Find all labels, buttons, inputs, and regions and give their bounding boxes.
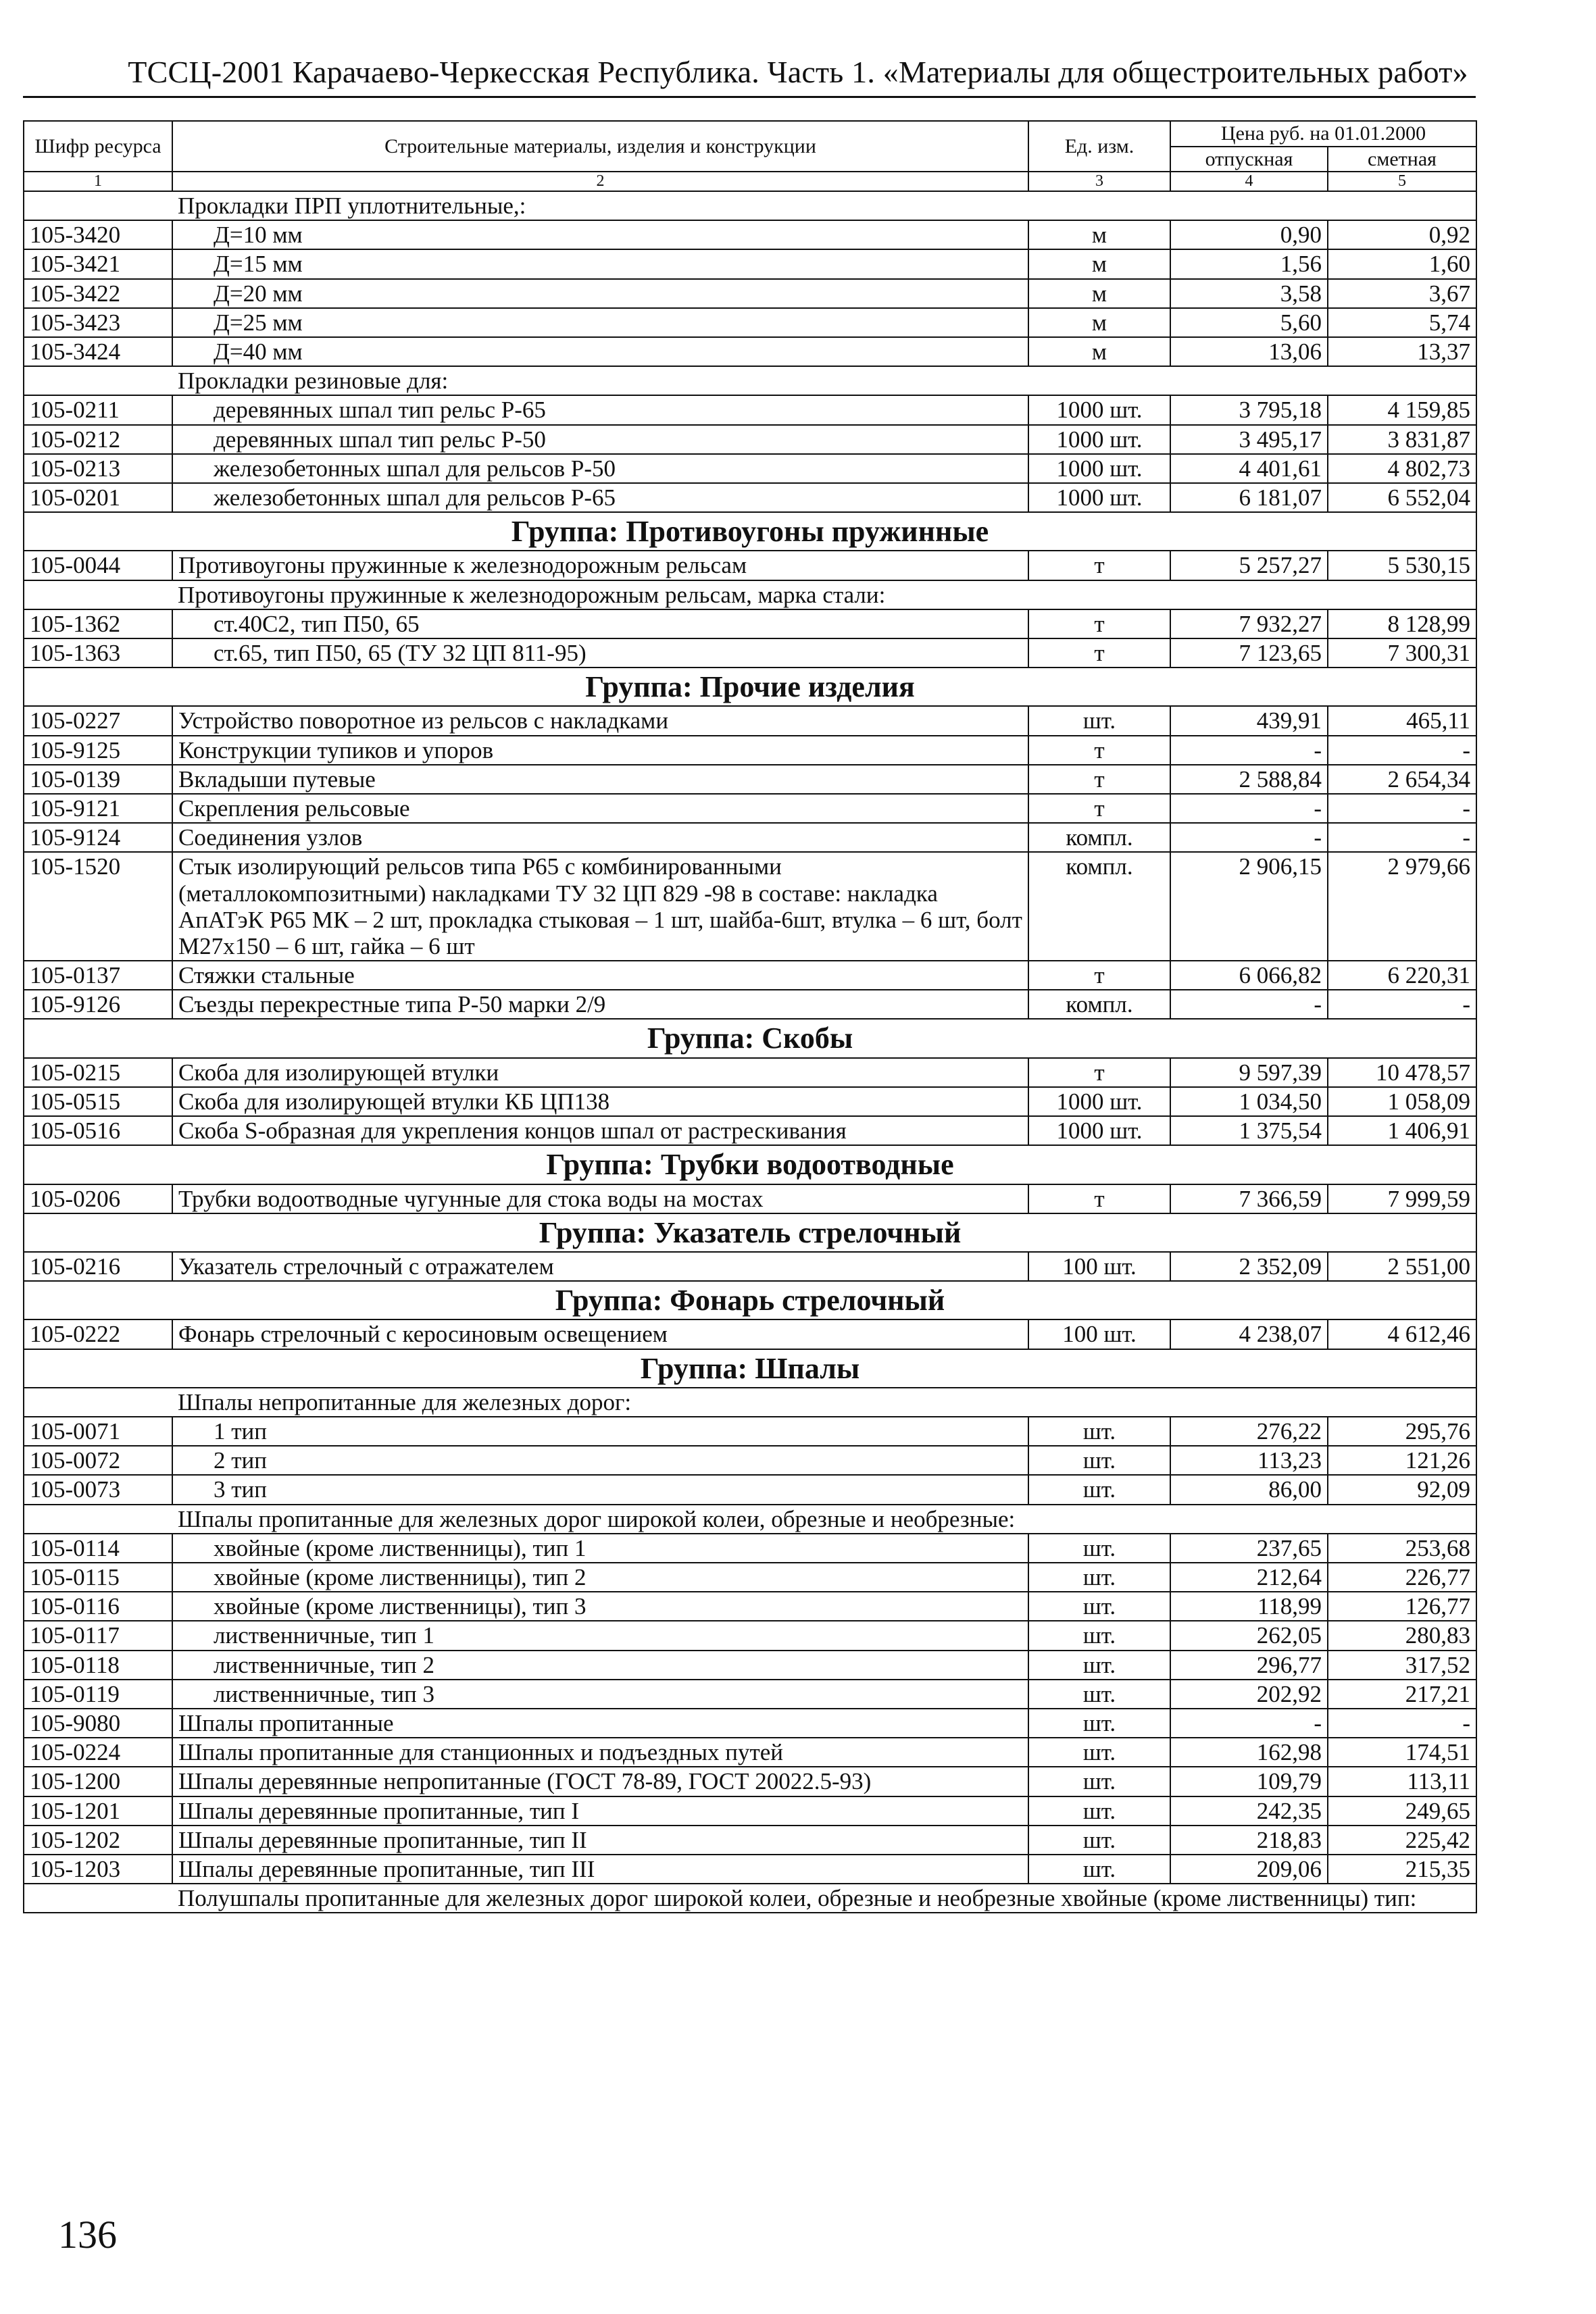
table-row	[24, 337, 1476, 366]
release-price-cell: 4 401,61	[1170, 454, 1328, 483]
unit-cell: м	[1028, 308, 1170, 337]
empty-cell	[24, 580, 172, 609]
unit-cell: 1000 шт.	[1028, 395, 1170, 424]
estimate-price-cell: 226,77	[1328, 1563, 1476, 1592]
material-name-cell: Скоба S-образная для укрепления концов шпал от растрескивания	[172, 1116, 1028, 1145]
release-price-cell: 439,91	[1170, 706, 1328, 735]
subheading-text: Прокладки резиновые для:	[172, 366, 1476, 395]
resource-code-cell: 105-9124	[24, 823, 172, 852]
table-row	[24, 609, 1476, 638]
material-name-cell: хвойные (кроме лиственницы), тип 1	[172, 1534, 1028, 1563]
resource-code-cell: 105-1201	[24, 1796, 172, 1826]
estimate-price-cell: 4 612,46	[1328, 1319, 1476, 1349]
unit-cell: шт.	[1028, 1592, 1170, 1621]
unit-cell: шт.	[1028, 1738, 1170, 1767]
release-price-cell: 6 066,82	[1170, 961, 1328, 990]
column-number: 3	[1028, 172, 1170, 191]
empty-cell	[24, 191, 172, 220]
release-price-cell: 109,79	[1170, 1767, 1328, 1796]
release-price-cell: 2 588,84	[1170, 765, 1328, 794]
resource-code-cell: 105-9121	[24, 794, 172, 823]
resource-code-cell: 105-0211	[24, 395, 172, 424]
resource-code-cell: 105-0137	[24, 961, 172, 990]
subheading-row	[24, 1388, 1476, 1417]
material-name-cell: 2 тип	[172, 1446, 1028, 1475]
unit-cell: т	[1028, 551, 1170, 580]
unit-cell: 1000 шт.	[1028, 483, 1170, 512]
unit-cell: т	[1028, 609, 1170, 638]
material-name-cell: ст.65, тип П50, 65 (ТУ 32 ЦП 811-95)	[172, 638, 1028, 668]
release-price-cell: 1,56	[1170, 249, 1328, 278]
table-row	[24, 961, 1476, 990]
resource-code-cell: 105-0119	[24, 1680, 172, 1709]
resource-code-cell: 105-0139	[24, 765, 172, 794]
resource-code-cell: 105-0072	[24, 1446, 172, 1475]
estimate-price-cell: 1 406,91	[1328, 1116, 1476, 1145]
column-number: 5	[1328, 172, 1476, 191]
page-number: 136	[58, 2213, 117, 2257]
estimate-price-cell: 174,51	[1328, 1738, 1476, 1767]
resource-code-cell: 105-3420	[24, 220, 172, 249]
estimate-price-cell: 2 654,34	[1328, 765, 1476, 794]
estimate-price-cell: 2 551,00	[1328, 1252, 1476, 1281]
group-title: Группа: Трубки водоотводные	[24, 1145, 1476, 1184]
group-row	[24, 1213, 1476, 1252]
material-name-cell: Д=25 мм	[172, 308, 1028, 337]
estimate-price-cell: -	[1328, 794, 1476, 823]
table-row	[24, 1475, 1476, 1504]
table-row	[24, 1767, 1476, 1796]
table-row	[24, 1592, 1476, 1621]
table-row	[24, 1651, 1476, 1680]
release-price-cell: 218,83	[1170, 1826, 1328, 1855]
material-name-cell: Трубки водоотводные чугунные для стока воды на мостах	[172, 1184, 1028, 1213]
material-name-cell: Д=20 мм	[172, 279, 1028, 308]
material-name-cell: хвойные (кроме лиственницы), тип 3	[172, 1592, 1028, 1621]
table-row	[24, 1087, 1476, 1116]
resource-code-cell: 105-0213	[24, 454, 172, 483]
table-row	[24, 483, 1476, 512]
table-row	[24, 1446, 1476, 1475]
resource-code-cell: 105-9125	[24, 736, 172, 765]
header-unit: Ед. изм.	[1028, 121, 1170, 172]
material-name-cell: Шпалы деревянные пропитанные, тип II	[172, 1826, 1028, 1855]
unit-cell: 1000 шт.	[1028, 1116, 1170, 1145]
resource-code-cell: 105-9080	[24, 1709, 172, 1738]
resource-code-cell: 105-1202	[24, 1826, 172, 1855]
material-name-cell: Фонарь стрелочный с керосиновым освещением	[172, 1319, 1028, 1349]
estimate-price-cell: 126,77	[1328, 1592, 1476, 1621]
header-price: Цена руб. на 01.01.2000	[1170, 121, 1476, 147]
group-row	[24, 1145, 1476, 1184]
release-price-cell: 0,90	[1170, 220, 1328, 249]
material-name-cell: лиственничные, тип 1	[172, 1621, 1028, 1650]
release-price-cell: 1 034,50	[1170, 1087, 1328, 1116]
unit-cell: компл.	[1028, 852, 1170, 961]
resource-code-cell: 105-0071	[24, 1417, 172, 1446]
table-row	[24, 1184, 1476, 1213]
empty-cell	[24, 1884, 172, 1913]
estimate-price-cell: 7 300,31	[1328, 638, 1476, 668]
table-row	[24, 1680, 1476, 1709]
release-price-cell: 3,58	[1170, 279, 1328, 308]
release-price-cell: -	[1170, 823, 1328, 852]
release-price-cell: 262,05	[1170, 1621, 1328, 1650]
unit-cell: компл.	[1028, 823, 1170, 852]
unit-cell: шт.	[1028, 1563, 1170, 1592]
table-row	[24, 249, 1476, 278]
group-row	[24, 1281, 1476, 1319]
estimate-price-cell: 2 979,66	[1328, 852, 1476, 961]
unit-cell: м	[1028, 279, 1170, 308]
subheading-row	[24, 580, 1476, 609]
material-name-cell: Д=40 мм	[172, 337, 1028, 366]
material-name-cell: деревянных шпал тип рельс Р-65	[172, 395, 1028, 424]
group-title: Группа: Прочие изделия	[24, 668, 1476, 706]
resource-code-cell: 105-0114	[24, 1534, 172, 1563]
release-price-cell: 5 257,27	[1170, 551, 1328, 580]
estimate-price-cell: 7 999,59	[1328, 1184, 1476, 1213]
group-title: Группа: Фонарь стрелочный	[24, 1281, 1476, 1319]
unit-cell: шт.	[1028, 1651, 1170, 1680]
table-row	[24, 220, 1476, 249]
unit-cell: шт.	[1028, 1475, 1170, 1504]
resource-code-cell: 105-0201	[24, 483, 172, 512]
table-row	[24, 1252, 1476, 1281]
column-number: 4	[1170, 172, 1328, 191]
empty-cell	[24, 366, 172, 395]
material-name-cell: ст.40С2, тип П50, 65	[172, 609, 1028, 638]
unit-cell: т	[1028, 1058, 1170, 1087]
estimate-price-cell: 4 159,85	[1328, 395, 1476, 424]
release-price-cell: 212,64	[1170, 1563, 1328, 1592]
release-price-cell: 113,23	[1170, 1446, 1328, 1475]
subheading-text: Полушпалы пропитанные для железных дорог широкой колеи, обрезные и необрезные хвойные (кроме лиственницы) тип:	[172, 1884, 1476, 1913]
release-price-cell: -	[1170, 1709, 1328, 1738]
table-row	[24, 551, 1476, 580]
column-number: 2	[172, 172, 1028, 191]
table-row	[24, 852, 1476, 961]
table-row	[24, 1319, 1476, 1349]
unit-cell: т	[1028, 961, 1170, 990]
header-row	[24, 121, 1476, 147]
column-number: 1	[24, 172, 172, 191]
material-name-cell: Д=10 мм	[172, 220, 1028, 249]
resource-code-cell: 105-0516	[24, 1116, 172, 1145]
group-title: Группа: Противоугоны пружинные	[24, 512, 1476, 551]
unit-cell: шт.	[1028, 1796, 1170, 1826]
resource-code-cell: 105-0115	[24, 1563, 172, 1592]
resource-code-cell: 105-0215	[24, 1058, 172, 1087]
material-name-cell: Скоба для изолирующей втулки КБ ЦП138	[172, 1087, 1028, 1116]
material-name-cell: Противоугоны пружинные к железнодорожным рельсам	[172, 551, 1028, 580]
header-rule	[23, 96, 1476, 98]
table-row	[24, 1796, 1476, 1826]
release-price-cell: 296,77	[1170, 1651, 1328, 1680]
estimate-price-cell: 253,68	[1328, 1534, 1476, 1563]
material-name-cell: Стяжки стальные	[172, 961, 1028, 990]
table-body	[24, 191, 1476, 1913]
material-name-cell: Соединения узлов	[172, 823, 1028, 852]
header-code: Шифр ресурса	[24, 121, 172, 172]
table-row	[24, 395, 1476, 424]
estimate-price-cell: 8 128,99	[1328, 609, 1476, 638]
release-price-cell: 7 932,27	[1170, 609, 1328, 638]
resource-code-cell: 105-0044	[24, 551, 172, 580]
column-number-row	[24, 172, 1476, 191]
unit-cell: м	[1028, 249, 1170, 278]
estimate-price-cell: 217,21	[1328, 1680, 1476, 1709]
release-price-cell: -	[1170, 736, 1328, 765]
unit-cell: 1000 шт.	[1028, 1087, 1170, 1116]
table-row	[24, 1621, 1476, 1650]
unit-cell: шт.	[1028, 1621, 1170, 1650]
release-price-cell: 7 366,59	[1170, 1184, 1328, 1213]
subheading-text: Шпалы пропитанные для железных дорог широкой колеи, обрезные и необрезные:	[172, 1505, 1476, 1534]
material-name-cell: Стык изолирующий рельсов типа Р65 с комбинированными (металлокомпозитными) накладками ТУ 32 ЦП 829 -98 в составе: накладка АпАТэК Р65 МК – 2 шт, прокладка стыковая – 1 шт, шайба-6шт, втулка – 6 шт, болт М27х150 – 6 шт, гайка – 6 шт	[172, 852, 1028, 961]
resource-code-cell: 105-0222	[24, 1319, 172, 1349]
unit-cell: м	[1028, 337, 1170, 366]
release-price-cell: 276,22	[1170, 1417, 1328, 1446]
estimate-price-cell: 3 831,87	[1328, 425, 1476, 454]
material-name-cell: Съезды перекрестные типа Р-50 марки 2/9	[172, 990, 1028, 1019]
resource-code-cell: 105-0212	[24, 425, 172, 454]
table-row	[24, 1058, 1476, 1087]
resource-code-cell: 105-0216	[24, 1252, 172, 1281]
estimate-price-cell: 1 058,09	[1328, 1087, 1476, 1116]
resource-code-cell: 105-9126	[24, 990, 172, 1019]
estimate-price-cell: -	[1328, 990, 1476, 1019]
estimate-price-cell: 215,35	[1328, 1855, 1476, 1884]
release-price-cell: 3 795,18	[1170, 395, 1328, 424]
unit-cell: т	[1028, 765, 1170, 794]
release-price-cell: 4 238,07	[1170, 1319, 1328, 1349]
table-row	[24, 1855, 1476, 1884]
release-price-cell: 3 495,17	[1170, 425, 1328, 454]
release-price-cell: 13,06	[1170, 337, 1328, 366]
subheading-text: Шпалы непропитанные для железных дорог:	[172, 1388, 1476, 1417]
material-name-cell: железобетонных шпал для рельсов Р-65	[172, 483, 1028, 512]
resource-code-cell: 105-3423	[24, 308, 172, 337]
material-name-cell: Шпалы пропитанные	[172, 1709, 1028, 1738]
release-price-cell: 242,35	[1170, 1796, 1328, 1826]
table-row	[24, 1709, 1476, 1738]
estimate-price-cell: -	[1328, 736, 1476, 765]
unit-cell: шт.	[1028, 1855, 1170, 1884]
table-row	[24, 1417, 1476, 1446]
subheading-text: Прокладки ПРП уплотнительные,:	[172, 191, 1476, 220]
page-header-title: ТССЦ-2001 Карачаево-Черкесская Республика. Часть 1. «Материалы для общестроительных работ»	[128, 55, 1468, 89]
resource-code-cell: 105-3424	[24, 337, 172, 366]
unit-cell: шт.	[1028, 1417, 1170, 1446]
resource-code-cell: 105-0515	[24, 1087, 172, 1116]
release-price-cell: 2 906,15	[1170, 852, 1328, 961]
material-name-cell: лиственничные, тип 2	[172, 1651, 1028, 1680]
estimate-price-cell: 113,11	[1328, 1767, 1476, 1796]
estimate-price-cell: 10 478,57	[1328, 1058, 1476, 1087]
release-price-cell: 118,99	[1170, 1592, 1328, 1621]
table-row	[24, 425, 1476, 454]
material-name-cell: Скоба для изолирующей втулки	[172, 1058, 1028, 1087]
unit-cell: шт.	[1028, 1680, 1170, 1709]
unit-cell: шт.	[1028, 706, 1170, 735]
unit-cell: шт.	[1028, 1534, 1170, 1563]
estimate-price-cell: -	[1328, 823, 1476, 852]
material-name-cell: Указатель стрелочный с отражателем	[172, 1252, 1028, 1281]
material-name-cell: лиственничные, тип 3	[172, 1680, 1028, 1709]
subheading-row	[24, 1884, 1476, 1913]
release-price-cell: 5,60	[1170, 308, 1328, 337]
unit-cell: 1000 шт.	[1028, 425, 1170, 454]
release-price-cell: 237,65	[1170, 1534, 1328, 1563]
table-row	[24, 706, 1476, 735]
resource-code-cell: 105-1203	[24, 1855, 172, 1884]
material-name-cell: хвойные (кроме лиственницы), тип 2	[172, 1563, 1028, 1592]
estimate-price-cell: 13,37	[1328, 337, 1476, 366]
release-price-cell: 2 352,09	[1170, 1252, 1328, 1281]
table-row	[24, 1826, 1476, 1855]
group-row	[24, 668, 1476, 706]
material-name-cell: Конструкции тупиков и упоров	[172, 736, 1028, 765]
material-name-cell: Вкладыши путевые	[172, 765, 1028, 794]
material-name-cell: деревянных шпал тип рельс Р-50	[172, 425, 1028, 454]
resource-code-cell: 105-0227	[24, 706, 172, 735]
estimate-price-cell: 225,42	[1328, 1826, 1476, 1855]
estimate-price-cell: 3,67	[1328, 279, 1476, 308]
table-row	[24, 1116, 1476, 1145]
group-title: Группа: Скобы	[24, 1019, 1476, 1057]
unit-cell: т	[1028, 638, 1170, 668]
table-row	[24, 454, 1476, 483]
resource-code-cell: 105-3421	[24, 249, 172, 278]
release-price-cell: -	[1170, 990, 1328, 1019]
estimate-price-cell: 465,11	[1328, 706, 1476, 735]
release-price-cell: 1 375,54	[1170, 1116, 1328, 1145]
group-row	[24, 1019, 1476, 1057]
release-price-cell: 86,00	[1170, 1475, 1328, 1504]
estimate-price-cell: 1,60	[1328, 249, 1476, 278]
release-price-cell: 7 123,65	[1170, 638, 1328, 668]
resource-code-cell: 105-0118	[24, 1651, 172, 1680]
header-estimate: сметная	[1328, 147, 1476, 172]
unit-cell: 1000 шт.	[1028, 454, 1170, 483]
group-row	[24, 1349, 1476, 1388]
resource-code-cell: 105-0117	[24, 1621, 172, 1650]
material-name-cell: Шпалы деревянные непропитанные (ГОСТ 78-89, ГОСТ 20022.5-93)	[172, 1767, 1028, 1796]
table-row	[24, 990, 1476, 1019]
resource-code-cell: 105-0206	[24, 1184, 172, 1213]
estimate-price-cell: 6 552,04	[1328, 483, 1476, 512]
release-price-cell: 6 181,07	[1170, 483, 1328, 512]
resource-code-cell: 105-0224	[24, 1738, 172, 1767]
material-name-cell: железобетонных шпал для рельсов Р-50	[172, 454, 1028, 483]
release-price-cell: 202,92	[1170, 1680, 1328, 1709]
group-row	[24, 512, 1476, 551]
unit-cell: т	[1028, 736, 1170, 765]
unit-cell: 100 шт.	[1028, 1252, 1170, 1281]
unit-cell: 100 шт.	[1028, 1319, 1170, 1349]
table-row	[24, 765, 1476, 794]
resource-code-cell: 105-1520	[24, 852, 172, 961]
estimate-price-cell: 295,76	[1328, 1417, 1476, 1446]
release-price-cell: 9 597,39	[1170, 1058, 1328, 1087]
table-row	[24, 1563, 1476, 1592]
material-name-cell: 1 тип	[172, 1417, 1028, 1446]
material-name-cell: 3 тип	[172, 1475, 1028, 1504]
estimate-price-cell: 317,52	[1328, 1651, 1476, 1680]
table-row	[24, 794, 1476, 823]
estimate-price-cell: 5,74	[1328, 308, 1476, 337]
subheading-text: Противоугоны пружинные к железнодорожным рельсам, марка стали:	[172, 580, 1476, 609]
group-title: Группа: Указатель стрелочный	[24, 1213, 1476, 1252]
table-row	[24, 308, 1476, 337]
header-name: Строительные материалы, изделия и конструкции	[172, 121, 1028, 172]
subheading-row	[24, 191, 1476, 220]
subheading-row	[24, 1505, 1476, 1534]
release-price-cell: -	[1170, 794, 1328, 823]
group-title: Группа: Шпалы	[24, 1349, 1476, 1388]
estimate-price-cell: 92,09	[1328, 1475, 1476, 1504]
estimate-price-cell: 249,65	[1328, 1796, 1476, 1826]
release-price-cell: 162,98	[1170, 1738, 1328, 1767]
unit-cell: компл.	[1028, 990, 1170, 1019]
estimate-price-cell: 121,26	[1328, 1446, 1476, 1475]
table-row	[24, 1738, 1476, 1767]
resource-code-cell: 105-1200	[24, 1767, 172, 1796]
resource-code-cell: 105-1363	[24, 638, 172, 668]
empty-cell	[24, 1388, 172, 1417]
material-name-cell: Шпалы деревянные пропитанные, тип III	[172, 1855, 1028, 1884]
estimate-price-cell: 5 530,15	[1328, 551, 1476, 580]
unit-cell: м	[1028, 220, 1170, 249]
material-name-cell: Д=15 мм	[172, 249, 1028, 278]
resource-code-cell: 105-3422	[24, 279, 172, 308]
header-release: отпускная	[1170, 147, 1328, 172]
resource-code-cell: 105-0073	[24, 1475, 172, 1504]
material-name-cell: Скрепления рельсовые	[172, 794, 1028, 823]
subheading-row	[24, 366, 1476, 395]
unit-cell: шт.	[1028, 1826, 1170, 1855]
price-table	[23, 120, 1477, 1913]
material-name-cell: Устройство поворотное из рельсов с накладками	[172, 706, 1028, 735]
estimate-price-cell: 6 220,31	[1328, 961, 1476, 990]
estimate-price-cell: 280,83	[1328, 1621, 1476, 1650]
material-name-cell: Шпалы деревянные пропитанные, тип I	[172, 1796, 1028, 1826]
unit-cell: т	[1028, 1184, 1170, 1213]
table-row	[24, 638, 1476, 668]
release-price-cell: 209,06	[1170, 1855, 1328, 1884]
unit-cell: шт.	[1028, 1767, 1170, 1796]
estimate-price-cell: 0,92	[1328, 220, 1476, 249]
unit-cell: шт.	[1028, 1446, 1170, 1475]
material-name-cell: Шпалы пропитанные для станционных и подъездных путей	[172, 1738, 1028, 1767]
estimate-price-cell: 4 802,73	[1328, 454, 1476, 483]
table-row	[24, 279, 1476, 308]
resource-code-cell: 105-0116	[24, 1592, 172, 1621]
estimate-price-cell: -	[1328, 1709, 1476, 1738]
table-row	[24, 736, 1476, 765]
table-row	[24, 823, 1476, 852]
unit-cell: т	[1028, 794, 1170, 823]
unit-cell: шт.	[1028, 1709, 1170, 1738]
table-row	[24, 1534, 1476, 1563]
resource-code-cell: 105-1362	[24, 609, 172, 638]
empty-cell	[24, 1505, 172, 1534]
